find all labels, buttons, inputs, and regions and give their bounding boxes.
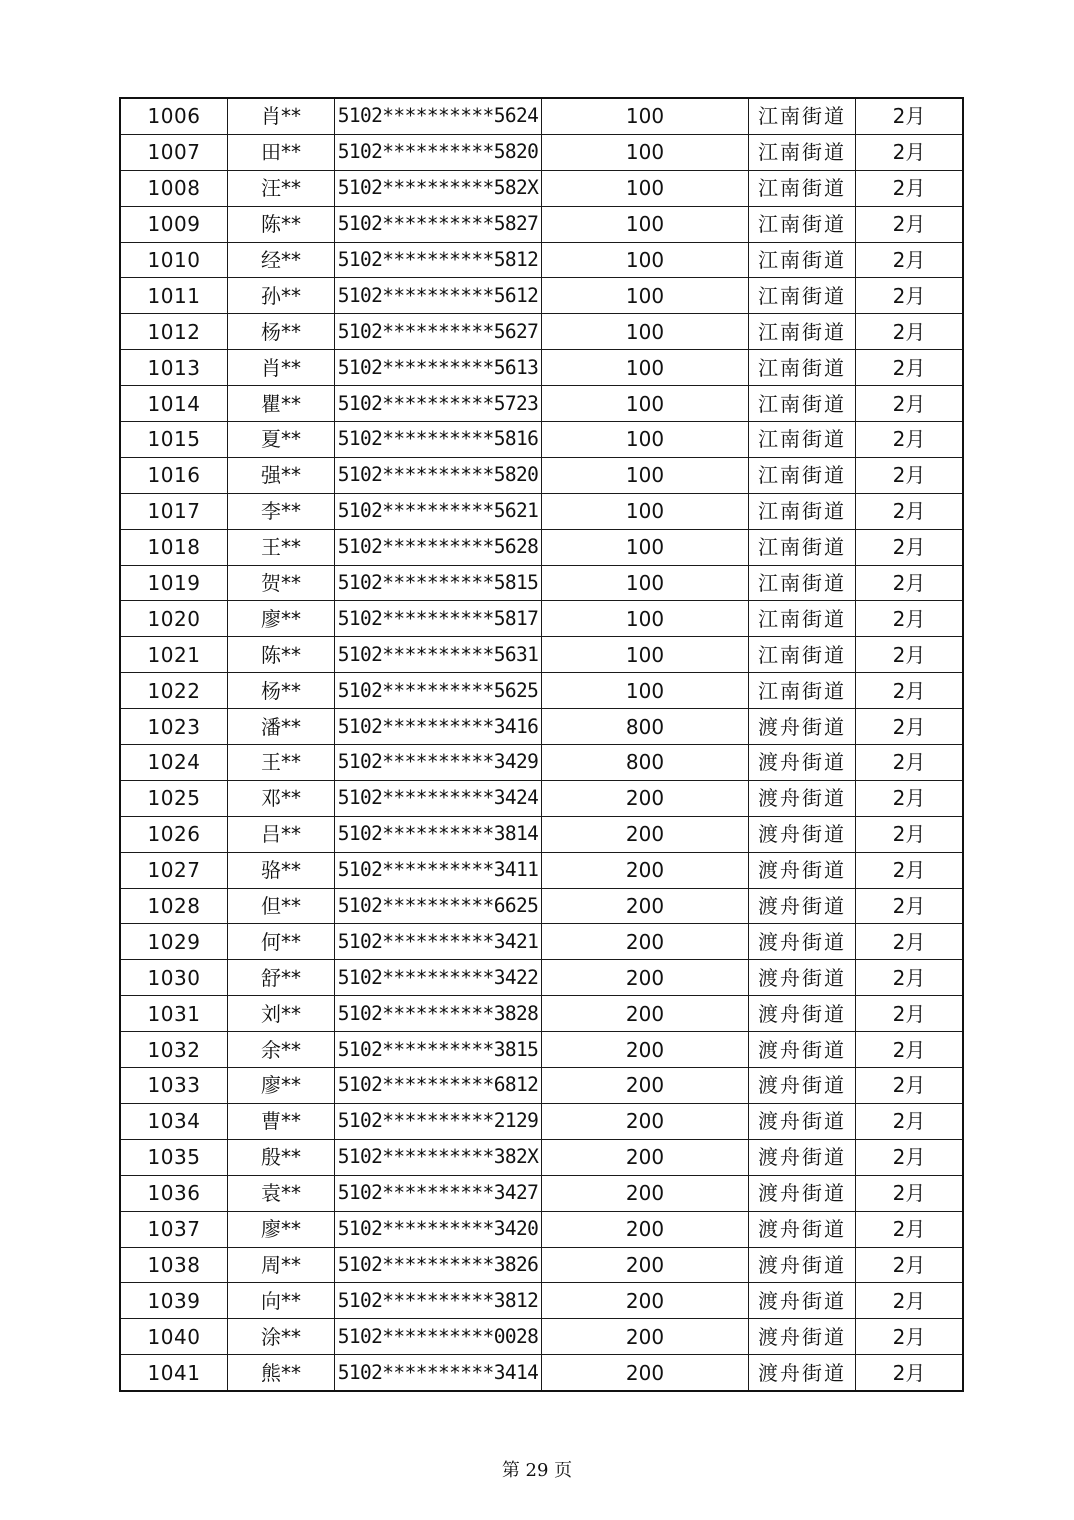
- id-number-cell: 5102**********5812: [335, 242, 542, 278]
- table-row: [120, 170, 963, 206]
- month-cell: 2月: [856, 1139, 964, 1175]
- table-row: [120, 888, 963, 924]
- month-cell: 2月: [856, 529, 964, 565]
- month-cell: 2月: [856, 1103, 964, 1139]
- table-row: [120, 1068, 963, 1104]
- table-row: [120, 457, 963, 493]
- month-cell: 2月: [856, 1247, 964, 1283]
- table-row: [120, 134, 963, 170]
- amount-cell: 100: [542, 637, 749, 673]
- amount-cell: 100: [542, 206, 749, 242]
- district-cell: 江南街道: [749, 278, 856, 314]
- district-cell: 渡舟街道: [749, 1032, 856, 1068]
- name-cell: 殷**: [228, 1139, 335, 1175]
- district-cell: 渡舟街道: [749, 852, 856, 888]
- month-cell: 2月: [856, 1355, 964, 1391]
- seq-cell: 1016: [120, 457, 228, 493]
- roster-table: [119, 97, 964, 1392]
- table-row: [120, 278, 963, 314]
- id-number-cell: 5102**********5612: [335, 278, 542, 314]
- district-cell: 渡舟街道: [749, 1283, 856, 1319]
- id-number-cell: 5102**********5723: [335, 386, 542, 422]
- table-row: [120, 529, 963, 565]
- name-cell: 汪**: [228, 170, 335, 206]
- seq-cell: 1015: [120, 422, 228, 458]
- district-cell: 江南街道: [749, 386, 856, 422]
- name-cell: 贺**: [228, 565, 335, 601]
- id-number-cell: 5102**********3420: [335, 1211, 542, 1247]
- name-cell: 熊**: [228, 1355, 335, 1391]
- table-row: [120, 386, 963, 422]
- amount-cell: 200: [542, 1103, 749, 1139]
- name-cell: 涂**: [228, 1319, 335, 1355]
- amount-cell: 200: [542, 996, 749, 1032]
- id-number-cell: 5102**********0028: [335, 1319, 542, 1355]
- id-number-cell: 5102**********6812: [335, 1068, 542, 1104]
- id-number-cell: 5102**********5627: [335, 314, 542, 350]
- table-row: [120, 1032, 963, 1068]
- amount-cell: 200: [542, 1175, 749, 1211]
- seq-cell: 1008: [120, 170, 228, 206]
- amount-cell: 100: [542, 314, 749, 350]
- id-number-cell: 5102**********3424: [335, 780, 542, 816]
- seq-cell: 1027: [120, 852, 228, 888]
- name-cell: 李**: [228, 493, 335, 529]
- amount-cell: 200: [542, 1068, 749, 1104]
- table-row: [120, 924, 963, 960]
- amount-cell: 100: [542, 98, 749, 134]
- district-cell: 渡舟街道: [749, 709, 856, 745]
- seq-cell: 1030: [120, 960, 228, 996]
- month-cell: 2月: [856, 386, 964, 422]
- amount-cell: 800: [542, 745, 749, 781]
- table-row: [120, 493, 963, 529]
- table-row: [120, 745, 963, 781]
- id-number-cell: 5102**********3411: [335, 852, 542, 888]
- month-cell: 2月: [856, 852, 964, 888]
- seq-cell: 1023: [120, 709, 228, 745]
- district-cell: 江南街道: [749, 314, 856, 350]
- name-cell: 廖**: [228, 601, 335, 637]
- id-number-cell: 5102**********5613: [335, 350, 542, 386]
- month-cell: 2月: [856, 565, 964, 601]
- amount-cell: 100: [542, 673, 749, 709]
- district-cell: 渡舟街道: [749, 1211, 856, 1247]
- month-cell: 2月: [856, 422, 964, 458]
- amount-cell: 200: [542, 1355, 749, 1391]
- month-cell: 2月: [856, 780, 964, 816]
- seq-cell: 1033: [120, 1068, 228, 1104]
- seq-cell: 1021: [120, 637, 228, 673]
- table-row: [120, 780, 963, 816]
- district-cell: 渡舟街道: [749, 960, 856, 996]
- seq-cell: 1036: [120, 1175, 228, 1211]
- seq-cell: 1041: [120, 1355, 228, 1391]
- district-cell: 江南街道: [749, 529, 856, 565]
- amount-cell: 200: [542, 1319, 749, 1355]
- name-cell: 舒**: [228, 960, 335, 996]
- district-cell: 渡舟街道: [749, 996, 856, 1032]
- page-number: 第 29 页: [501, 1460, 573, 1481]
- amount-cell: 200: [542, 1211, 749, 1247]
- table-row: [120, 206, 963, 242]
- name-cell: 经**: [228, 242, 335, 278]
- id-number-cell: 5102**********382X: [335, 1139, 542, 1175]
- month-cell: 2月: [856, 278, 964, 314]
- id-number-cell: 5102**********5628: [335, 529, 542, 565]
- amount-cell: 100: [542, 350, 749, 386]
- district-cell: 江南街道: [749, 170, 856, 206]
- month-cell: 2月: [856, 816, 964, 852]
- district-cell: 江南街道: [749, 493, 856, 529]
- amount-cell: 100: [542, 493, 749, 529]
- seq-cell: 1034: [120, 1103, 228, 1139]
- name-cell: 向**: [228, 1283, 335, 1319]
- district-cell: 江南街道: [749, 565, 856, 601]
- amount-cell: 200: [542, 852, 749, 888]
- month-cell: 2月: [856, 924, 964, 960]
- table-row: [120, 98, 963, 134]
- amount-cell: 800: [542, 709, 749, 745]
- table-row: [120, 1355, 963, 1391]
- amount-cell: 100: [542, 278, 749, 314]
- id-number-cell: 5102**********5621: [335, 493, 542, 529]
- district-cell: 江南街道: [749, 673, 856, 709]
- id-number-cell: 5102**********5625: [335, 673, 542, 709]
- id-number-cell: 5102**********5817: [335, 601, 542, 637]
- name-cell: 孙**: [228, 278, 335, 314]
- name-cell: 廖**: [228, 1068, 335, 1104]
- table-row: [120, 565, 963, 601]
- amount-cell: 100: [542, 422, 749, 458]
- id-number-cell: 5102**********5624: [335, 98, 542, 134]
- amount-cell: 200: [542, 1283, 749, 1319]
- month-cell: 2月: [856, 673, 964, 709]
- amount-cell: 200: [542, 1139, 749, 1175]
- district-cell: 江南街道: [749, 637, 856, 673]
- district-cell: 渡舟街道: [749, 924, 856, 960]
- name-cell: 何**: [228, 924, 335, 960]
- table-row: [120, 1103, 963, 1139]
- district-cell: 渡舟街道: [749, 1247, 856, 1283]
- district-cell: 江南街道: [749, 350, 856, 386]
- table-row: [120, 1283, 963, 1319]
- amount-cell: 100: [542, 457, 749, 493]
- month-cell: 2月: [856, 888, 964, 924]
- amount-cell: 200: [542, 924, 749, 960]
- name-cell: 陈**: [228, 637, 335, 673]
- amount-cell: 100: [542, 170, 749, 206]
- table-row: [120, 1211, 963, 1247]
- id-number-cell: 5102**********3826: [335, 1247, 542, 1283]
- id-number-cell: 5102**********3815: [335, 1032, 542, 1068]
- seq-cell: 1011: [120, 278, 228, 314]
- name-cell: 袁**: [228, 1175, 335, 1211]
- amount-cell: 200: [542, 780, 749, 816]
- seq-cell: 1022: [120, 673, 228, 709]
- name-cell: 曹**: [228, 1103, 335, 1139]
- amount-cell: 200: [542, 1247, 749, 1283]
- amount-cell: 200: [542, 816, 749, 852]
- id-number-cell: 5102**********582X: [335, 170, 542, 206]
- month-cell: 2月: [856, 745, 964, 781]
- seq-cell: 1031: [120, 996, 228, 1032]
- district-cell: 江南街道: [749, 98, 856, 134]
- seq-cell: 1019: [120, 565, 228, 601]
- seq-cell: 1026: [120, 816, 228, 852]
- amount-cell: 200: [542, 888, 749, 924]
- month-cell: 2月: [856, 960, 964, 996]
- name-cell: 杨**: [228, 673, 335, 709]
- table-row: [120, 1247, 963, 1283]
- month-cell: 2月: [856, 134, 964, 170]
- table-row: [120, 1175, 963, 1211]
- amount-cell: 100: [542, 242, 749, 278]
- district-cell: 渡舟街道: [749, 1175, 856, 1211]
- seq-cell: 1028: [120, 888, 228, 924]
- table-row: [120, 1139, 963, 1175]
- id-number-cell: 5102**********3828: [335, 996, 542, 1032]
- amount-cell: 100: [542, 529, 749, 565]
- month-cell: 2月: [856, 1319, 964, 1355]
- name-cell: 王**: [228, 745, 335, 781]
- name-cell: 陈**: [228, 206, 335, 242]
- table-row: [120, 673, 963, 709]
- name-cell: 夏**: [228, 422, 335, 458]
- seq-cell: 1039: [120, 1283, 228, 1319]
- district-cell: 江南街道: [749, 134, 856, 170]
- month-cell: 2月: [856, 350, 964, 386]
- month-cell: 2月: [856, 709, 964, 745]
- name-cell: 肖**: [228, 350, 335, 386]
- month-cell: 2月: [856, 314, 964, 350]
- name-cell: 周**: [228, 1247, 335, 1283]
- name-cell: 但**: [228, 888, 335, 924]
- district-cell: 江南街道: [749, 457, 856, 493]
- month-cell: 2月: [856, 206, 964, 242]
- seq-cell: 1014: [120, 386, 228, 422]
- name-cell: 骆**: [228, 852, 335, 888]
- table-row: [120, 852, 963, 888]
- id-number-cell: 5102**********3814: [335, 816, 542, 852]
- amount-cell: 100: [542, 386, 749, 422]
- id-number-cell: 5102**********5820: [335, 457, 542, 493]
- seq-cell: 1029: [120, 924, 228, 960]
- table-row: [120, 816, 963, 852]
- table-row: [120, 350, 963, 386]
- seq-cell: 1020: [120, 601, 228, 637]
- roster-table-body: [120, 98, 963, 1391]
- amount-cell: 200: [542, 960, 749, 996]
- name-cell: 余**: [228, 1032, 335, 1068]
- amount-cell: 200: [542, 1032, 749, 1068]
- seq-cell: 1037: [120, 1211, 228, 1247]
- id-number-cell: 5102**********3416: [335, 709, 542, 745]
- name-cell: 杨**: [228, 314, 335, 350]
- table-row: [120, 314, 963, 350]
- district-cell: 渡舟街道: [749, 780, 856, 816]
- id-number-cell: 5102**********3812: [335, 1283, 542, 1319]
- name-cell: 邓**: [228, 780, 335, 816]
- seq-cell: 1018: [120, 529, 228, 565]
- district-cell: 江南街道: [749, 206, 856, 242]
- seq-cell: 1024: [120, 745, 228, 781]
- seq-cell: 1010: [120, 242, 228, 278]
- table-row: [120, 996, 963, 1032]
- month-cell: 2月: [856, 1283, 964, 1319]
- id-number-cell: 5102**********5827: [335, 206, 542, 242]
- amount-cell: 100: [542, 601, 749, 637]
- name-cell: 廖**: [228, 1211, 335, 1247]
- table-row: [120, 422, 963, 458]
- table-row: [120, 637, 963, 673]
- seq-cell: 1025: [120, 780, 228, 816]
- table-row: [120, 601, 963, 637]
- name-cell: 吕**: [228, 816, 335, 852]
- name-cell: 强**: [228, 457, 335, 493]
- name-cell: 瞿**: [228, 386, 335, 422]
- seq-cell: 1013: [120, 350, 228, 386]
- month-cell: 2月: [856, 637, 964, 673]
- name-cell: 王**: [228, 529, 335, 565]
- month-cell: 2月: [856, 1175, 964, 1211]
- month-cell: 2月: [856, 1068, 964, 1104]
- amount-cell: 100: [542, 565, 749, 601]
- name-cell: 肖**: [228, 98, 335, 134]
- name-cell: 田**: [228, 134, 335, 170]
- seq-cell: 1007: [120, 134, 228, 170]
- seq-cell: 1012: [120, 314, 228, 350]
- district-cell: 渡舟街道: [749, 888, 856, 924]
- district-cell: 江南街道: [749, 242, 856, 278]
- district-cell: 渡舟街道: [749, 1355, 856, 1391]
- id-number-cell: 5102**********3422: [335, 960, 542, 996]
- district-cell: 渡舟街道: [749, 1319, 856, 1355]
- month-cell: 2月: [856, 996, 964, 1032]
- id-number-cell: 5102**********3429: [335, 745, 542, 781]
- month-cell: 2月: [856, 98, 964, 134]
- amount-cell: 100: [542, 134, 749, 170]
- district-cell: 渡舟街道: [749, 816, 856, 852]
- district-cell: 渡舟街道: [749, 745, 856, 781]
- seq-cell: 1017: [120, 493, 228, 529]
- district-cell: 渡舟街道: [749, 1068, 856, 1104]
- seq-cell: 1035: [120, 1139, 228, 1175]
- seq-cell: 1006: [120, 98, 228, 134]
- id-number-cell: 5102**********5816: [335, 422, 542, 458]
- name-cell: 刘**: [228, 996, 335, 1032]
- id-number-cell: 5102**********6625: [335, 888, 542, 924]
- name-cell: 潘**: [228, 709, 335, 745]
- id-number-cell: 5102**********3427: [335, 1175, 542, 1211]
- table-row: [120, 242, 963, 278]
- id-number-cell: 5102**********2129: [335, 1103, 542, 1139]
- district-cell: 渡舟街道: [749, 1103, 856, 1139]
- seq-cell: 1038: [120, 1247, 228, 1283]
- id-number-cell: 5102**********5820: [335, 134, 542, 170]
- month-cell: 2月: [856, 493, 964, 529]
- month-cell: 2月: [856, 457, 964, 493]
- seq-cell: 1040: [120, 1319, 228, 1355]
- month-cell: 2月: [856, 170, 964, 206]
- district-cell: 江南街道: [749, 422, 856, 458]
- month-cell: 2月: [856, 1032, 964, 1068]
- seq-cell: 1032: [120, 1032, 228, 1068]
- month-cell: 2月: [856, 242, 964, 278]
- table-row: [120, 1319, 963, 1355]
- id-number-cell: 5102**********5631: [335, 637, 542, 673]
- month-cell: 2月: [856, 601, 964, 637]
- district-cell: 江南街道: [749, 601, 856, 637]
- district-cell: 渡舟街道: [749, 1139, 856, 1175]
- month-cell: 2月: [856, 1211, 964, 1247]
- id-number-cell: 5102**********3421: [335, 924, 542, 960]
- table-row: [120, 709, 963, 745]
- id-number-cell: 5102**********5815: [335, 565, 542, 601]
- table-row: [120, 960, 963, 996]
- seq-cell: 1009: [120, 206, 228, 242]
- id-number-cell: 5102**********3414: [335, 1355, 542, 1391]
